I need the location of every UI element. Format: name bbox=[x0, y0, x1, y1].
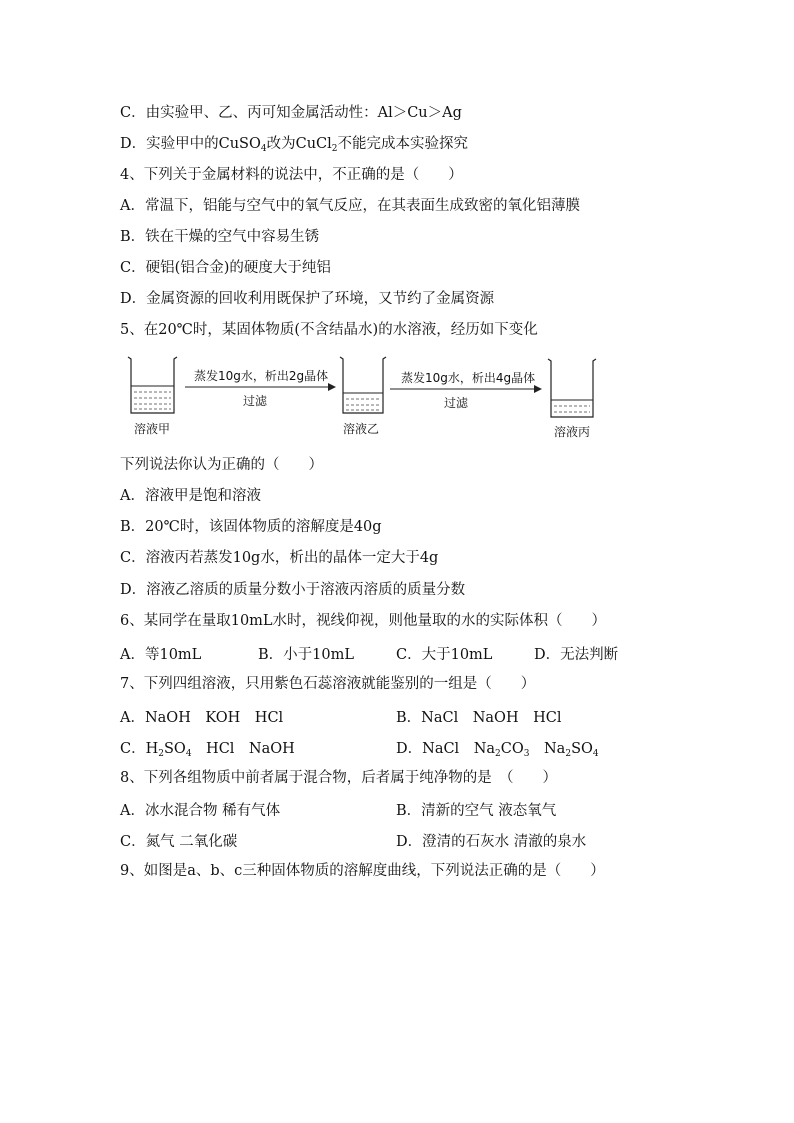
q6-stem: 6、某同学在量取10mL水时，视线仰视，则他量取的水的实际体积（ ） bbox=[120, 613, 607, 629]
beaker-1 bbox=[128, 357, 177, 413]
beaker-2 bbox=[340, 357, 386, 413]
q5-option-d: D．溶液乙溶质的质量分数小于溶液丙溶质的质量分数 bbox=[120, 582, 466, 598]
arrow-2-top-label: 蒸发10g水，析出4g晶体 bbox=[401, 371, 536, 385]
q5-option-a: A．溶液甲是饱和溶液 bbox=[120, 488, 261, 504]
q3-option-c: C．由实验甲、乙、丙可知金属活动性：Al＞Cu＞Ag bbox=[120, 105, 462, 121]
q9-stem: 9、如图是a、b、c三种固体物质的溶解度曲线，下列说法正确的是（ ） bbox=[120, 863, 605, 879]
q7-option-b: B．NaCl NaOH HCl bbox=[396, 710, 562, 726]
q5-option-c: C．溶液丙若蒸发10g水，析出的晶体一定大于4g bbox=[120, 550, 439, 566]
q8-option-b: B．清新的空气 液态氧气 bbox=[396, 803, 557, 819]
q6-option-b: B．小于10mL bbox=[258, 647, 354, 663]
q5-option-b: B．20℃时，该固体物质的溶解度是40g bbox=[120, 519, 382, 535]
arrow-1-bottom-label: 过滤 bbox=[243, 394, 268, 408]
q6-option-d: D．无法判断 bbox=[534, 647, 619, 663]
beaker-1-label: 溶液甲 bbox=[134, 422, 171, 436]
arrow-1 bbox=[185, 383, 336, 391]
q8-stem: 8、下列各组物质中前者属于混合物，后者属于纯净物的是 （ ） bbox=[120, 770, 557, 786]
q4-stem: 4、下列关于金属材料的说法中，不正确的是（ ） bbox=[120, 167, 463, 183]
q7-option-d: D．NaCl $Na_2CO_3$ $Na_2SO_4$ bbox=[396, 741, 599, 759]
evaporation-diagram bbox=[0, 345, 794, 450]
q8-option-c: C．氮气 二氧化碳 bbox=[120, 834, 238, 850]
arrow-2-bottom-label: 过滤 bbox=[444, 396, 469, 410]
q6-option-a: A．等10mL bbox=[120, 647, 202, 663]
q6-option-c: C．大于10mL bbox=[396, 647, 493, 663]
q7-stem: 7、下列四组溶液，只用紫色石蕊溶液就能鉴别的一组是（ ） bbox=[120, 676, 536, 692]
q4-option-d: D．金属资源的回收利用既保护了环境，又节约了金属资源 bbox=[120, 291, 495, 307]
q8-option-d: D．澄清的石灰水 清澈的泉水 bbox=[396, 834, 587, 850]
q4-option-c: C．硬铝(铝合金)的硬度大于纯铝 bbox=[120, 260, 331, 276]
q7-option-a: A．NaOH KOH HCl bbox=[120, 710, 284, 726]
q5-question: 下列说法你认为正确的（ ） bbox=[120, 457, 323, 473]
q4-option-b: B．铁在干燥的空气中容易生锈 bbox=[120, 229, 320, 245]
arrow-1-top-label: 蒸发10g水，析出2g晶体 bbox=[194, 369, 329, 383]
arrow-2 bbox=[390, 385, 542, 393]
q4-option-a: A．常温下，铝能与空气中的氧气反应，在其表面生成致密的氧化铝薄膜 bbox=[120, 198, 580, 214]
q5-stem: 5、在20℃时，某固体物质(不含结晶水)的水溶液，经历如下变化 bbox=[120, 322, 538, 338]
beaker-2-label: 溶液乙 bbox=[343, 422, 380, 436]
q3-option-d: D．实验甲中的CuSO$_4$改为CuCl$_2$不能完成本实验探究 bbox=[120, 136, 469, 154]
beaker-3 bbox=[548, 359, 596, 417]
q7-option-c: C．$H_2SO_4$ HCl NaOH bbox=[120, 741, 295, 759]
beaker-3-label: 溶液丙 bbox=[554, 425, 591, 439]
q8-option-a: A．冰水混合物 稀有气体 bbox=[120, 803, 281, 819]
